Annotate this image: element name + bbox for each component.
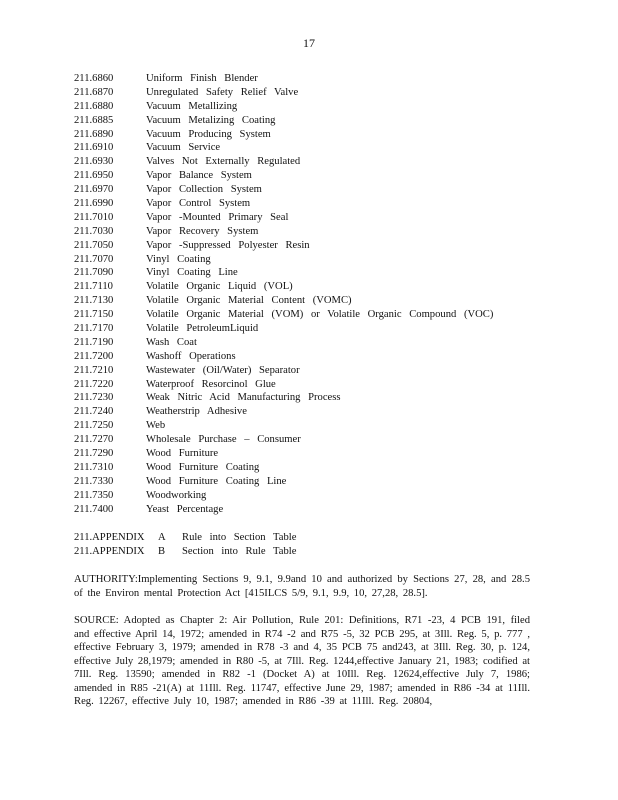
- appendix-row: [74, 531, 554, 545]
- section-code: 211.7270: [74, 434, 114, 446]
- section-row: [74, 364, 554, 378]
- section-title: Woodworking: [146, 489, 207, 501]
- section-code: 211.6990: [74, 198, 114, 210]
- section-row: [74, 475, 554, 489]
- section-code: 211.7400: [74, 503, 114, 515]
- section-code: 211.7010: [74, 211, 114, 223]
- section-row: [74, 211, 554, 225]
- section-row: [74, 72, 554, 86]
- section-row: [74, 114, 554, 128]
- appendix-code: 211.APPENDIX: [74, 546, 145, 557]
- section-row: [74, 336, 554, 350]
- appendix-title: Section into Rule Table: [182, 546, 297, 557]
- section-row: [74, 197, 554, 211]
- section-row: [74, 489, 554, 503]
- section-row: [74, 433, 554, 447]
- section-code: 211.6970: [74, 184, 114, 196]
- section-title: Uniform Finish Blender: [146, 73, 258, 84]
- section-title: Volatile Organic Material (VOM) or Volatile Organic Compound (VOC): [146, 309, 494, 321]
- section-title: Vapor Recovery System: [146, 225, 259, 237]
- section-title: Vacuum Producing System: [146, 128, 271, 140]
- section-code: 211.7200: [74, 350, 114, 362]
- section-title: Vacuum Service: [146, 142, 221, 154]
- section-title: Vapor -Suppressed Polyester Resin: [146, 239, 310, 251]
- section-title: Vacuum Metalizing Coating: [146, 114, 276, 126]
- section-title: Waterproof Resorcinol Glue: [146, 378, 276, 390]
- section-title: Weak Nitric Acid Manufacturing Process: [146, 392, 341, 404]
- section-row: [74, 350, 554, 364]
- appendix-row: [74, 545, 554, 559]
- section-title: Volatile Organic Liquid (VOL): [146, 281, 293, 293]
- section-row: [74, 253, 554, 267]
- section-code: 211.7250: [74, 420, 114, 432]
- section-code: 211.7110: [74, 281, 113, 293]
- section-code: 211.7030: [74, 225, 114, 237]
- section-code: 211.6870: [74, 86, 114, 98]
- section-title: Volatile PetroleumLiquid: [146, 323, 259, 335]
- appendix-list: [74, 531, 554, 559]
- section-code: 211.6950: [74, 170, 114, 182]
- source-paragraph: SOURCE: Adopted as Chapter 2: Air Pollution, Rule 201: Definitions, R71 -23, 4 PCB 191, filed and effective April 14, 1972; amended in R74 -2 and R75 -5, 32 PCB 295, at 3Ill. Reg. 5, p. 777 , effective February 3, 1979; amended in R78 -3 and 4, 35 PCB 75 and243, at 3Ill. Reg. 30, p. 124, effective July 28,1979; amended in R80 -5, at 7Ill. Reg. 1244,effective January 21, 1983; codified at 7Ill. Reg. 13590; amended in R82 -1 (Docket A) at 10Ill. Reg. 12624,effective July 7, 1986; amended in R85 -21(A) at 11Ill. Reg. 11747, effective June 29, 1987; amended in R86 -34 at 11Ill. Reg. 12267, effective July 10, 1987; amended in R86 -39 at 11Ill. Reg. 20804,: [74, 615, 530, 707]
- section-title: Wood Furniture: [146, 448, 219, 460]
- section-code: 211.7220: [74, 378, 114, 390]
- section-code: 211.7350: [74, 489, 114, 501]
- section-title: Volatile Organic Material Content (VOMC): [146, 295, 352, 307]
- section-code: 211.7310: [74, 461, 114, 473]
- appendix-letter: A: [158, 532, 166, 543]
- section-title: Vacuum Metallizing: [146, 100, 238, 112]
- section-row: [74, 461, 554, 475]
- section-code: 211.6890: [74, 128, 114, 140]
- section-list: [74, 72, 554, 517]
- section-title: Unregulated Safety Relief Valve: [146, 86, 299, 98]
- section-row: [74, 155, 554, 169]
- section-title: Wood Furniture Coating Line: [146, 475, 287, 487]
- section-row: [74, 183, 554, 197]
- appendix-title: Rule into Section Table: [182, 532, 297, 543]
- section-code: 211.7050: [74, 239, 114, 251]
- section-title: Wash Coat: [146, 336, 197, 348]
- appendix-code: 211.APPENDIX: [74, 532, 145, 543]
- section-row: [74, 141, 554, 155]
- section-row: [74, 280, 554, 294]
- section-title: Vapor -Mounted Primary Seal: [146, 211, 289, 223]
- section-row: [74, 322, 554, 336]
- section-code: 211.7230: [74, 392, 114, 404]
- section-row: [74, 225, 554, 239]
- section-row: [74, 86, 554, 100]
- section-row: [74, 100, 554, 114]
- section-code: 211.7150: [74, 309, 114, 321]
- section-code: 211.7330: [74, 475, 114, 487]
- section-title: Vapor Collection System: [146, 184, 262, 196]
- section-title: Washoff Operations: [146, 350, 236, 362]
- section-code: 211.7070: [74, 253, 114, 265]
- section-row: [74, 378, 554, 392]
- section-row: [74, 447, 554, 461]
- section-row: [74, 128, 554, 142]
- section-title: Web: [146, 420, 166, 432]
- section-code: 211.7190: [74, 336, 114, 348]
- section-code: 211.6860: [74, 73, 114, 84]
- section-row: [74, 308, 554, 322]
- section-row: [74, 503, 554, 517]
- section-row: [74, 419, 554, 433]
- section-row: [74, 294, 554, 308]
- section-row: [74, 391, 554, 405]
- section-row: [74, 405, 554, 419]
- section-title: Valves Not Externally Regulated: [146, 156, 301, 168]
- section-code: 211.7090: [74, 267, 114, 279]
- section-code: 211.6885: [74, 114, 114, 126]
- section-code: 211.6930: [74, 156, 114, 168]
- authority-paragraph: AUTHORITY:Implementing Sections 9, 9.1, 9.9and 10 and authorized by Sections 27, 28, and 28.5 of the Environ mental Protection Act [415ILCS 5/9, 9.1, 9.9, 10, 27,28, 28.5].: [74, 574, 530, 599]
- section-title: Vinyl Coating Line: [146, 267, 238, 279]
- section-code: 211.7130: [74, 295, 114, 307]
- section-title: Wholesale Purchase – Consumer: [146, 434, 301, 446]
- section-code: 211.6910: [74, 142, 114, 154]
- section-title: Yeast Percentage: [146, 503, 224, 515]
- section-title: Weatherstrip Adhesive: [146, 406, 247, 418]
- section-code: 211.7210: [74, 364, 114, 376]
- section-row: [74, 239, 554, 253]
- section-code: 211.7170: [74, 323, 114, 335]
- section-row: [74, 169, 554, 183]
- page-number: 17: [303, 36, 315, 50]
- section-title: Vapor Balance System: [146, 170, 252, 182]
- section-title: Wastewater (Oil/Water) Separator: [146, 364, 300, 376]
- section-code: 211.6880: [74, 100, 114, 112]
- section-title: Vinyl Coating: [146, 253, 211, 265]
- section-code: 211.7240: [74, 406, 114, 418]
- section-title: Wood Furniture Coating: [146, 461, 260, 473]
- section-code: 211.7290: [74, 448, 114, 460]
- appendix-letter: B: [158, 546, 166, 557]
- section-row: [74, 266, 554, 280]
- section-title: Vapor Control System: [146, 198, 251, 210]
